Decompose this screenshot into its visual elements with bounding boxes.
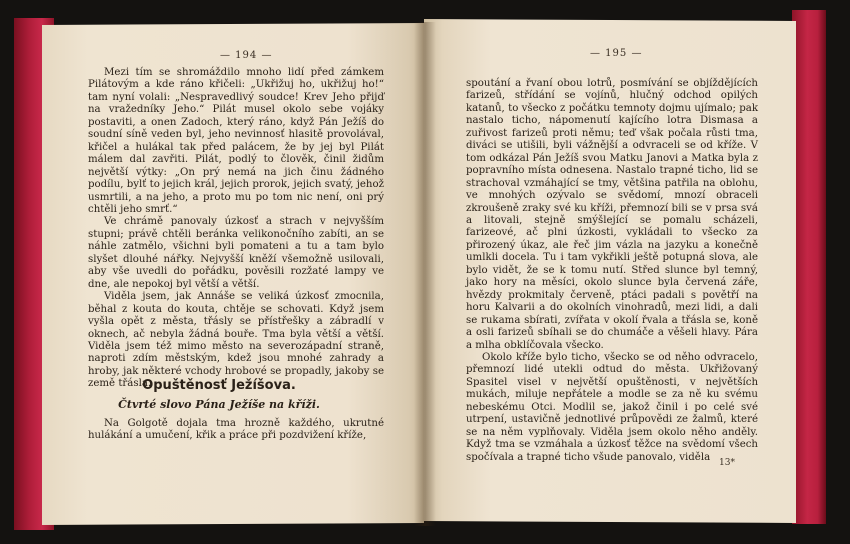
left-paragraph-2: Ve chrámě panovaly úzkosť a strach v nejvyšším stupni; právě chtěli beránka velikonočního zabíti, an se náhle zatmělo, všichni byli pomateni a tu a tam bylo slyšet dlouhé nářky. Nejvyšší kněží všemožně usilovali, aby vše uvedli do pořádku, pověsili rozžaté lampy ve dne, ale nepokoj byl větší a větší. [88, 216, 384, 290]
right-continuation-paragraph: spoutání a řvaní obou lotrů, posmívání se objíždějících farizeů, střídání se vojínů, hlučný odchod opilých katanů, to všecko z počátku temnoty dojmu ujímalo; pak nastalo ticho, nápomenutí kajícího lotra Dismasa a zuřivost farizeů proti němu; teď však počala růsti tma, diváci se utišili, byli vážnější a odvraceli se od kříže. V tom odkázal Pán Ježíš svou Matku Janovi a Matka byla z popravního místa odnesena. Nastalo trapné ticho, lid se strachoval vzmáhající se tmy, většina patřila na oblohu, ve mnohých ozývalo se svědomí, mnozí obraceli zkroušeně zraky své ku kříži, přemnozí bili se v prsa svá a litovali, stejně smýšlející se pomalu scházeli, farizeové, ač plni úzkosti, vykládali to všecko za přirozený úkaz, ale řeč jim vázla na jazyku a konečně umlkli docela. Tu i tam vykřikli ještě potupná slova, ale bylo vidět, že se k tomu nutí. Střed slunce byl temný, jako hory na měsíci, okolo slunce byla červená záře, hvězdy prokmitaly červeně, ptáci padali s povětří na horu Kalvarii a do okolních vinohradů, mezi lidi, a dali se rukama sbírati, zvířata v okolí řvala a třásla se, koně a osli farizeů sbíhali se do chumáče a věšeli hlavy. Pára a mlha obklíčovala všecko. [466, 78, 758, 351]
book-gutter [414, 22, 436, 526]
section-subtitle: Čtvrté slovo Pána Ježíše na kříži. [118, 398, 320, 411]
left-page-number: — 194 — [220, 50, 273, 61]
left-page-body [88, 67, 384, 391]
left-final-paragraph: Na Golgotě dojala tma hrozně každého, ukrutné hulákání a umučení, křik a práce při pozdvižení kříže, [88, 418, 384, 442]
book-cover-right-edge [792, 10, 826, 524]
section-title: Opuštěnosť Ježíšova. [142, 378, 296, 393]
left-paragraph-1: Mezi tím se shromáždilo mnoho lidí před zámkem Pilátovým a kde ráno křičeli: „Ukřižuj ho, ukřižuj ho!“ tam nyní volali: „Nespravedlivý soudce! Krev Jeho přijď na vražedníky Jeho.“ Pilát musel okolo sebe vojáky postaviti, a onen Zadoch, který ráno, když Pán Ježíš do soudní síně veden byl, jeho nevinnosť hlasitě provolával, křičel a hulákal tak před palácem, že by jej byl Pilát málem dal zavřiti. Pilát, podlý to člověk, činil židům největší výtky: „On prý nemá na jich činu žádného podílu, bylť to jejich král, jejich prorok, jejich svatý, jehož usmrtili, a na jeho, a proto mu po tom nic není, oni prý chtěli jeho smrť.“ [88, 67, 384, 215]
right-page-body [466, 78, 758, 464]
left-paragraph-3: Viděla jsem, jak Annáše se veliká úzkosť zmocnila, běhal z kouta do kouta, chtěje se schovati. Když jsem vyšla opět z města, třásly se přístřešky a zábradlí v oknech, ač nebyla žádná bouře. Tma byla větší a větší. Viděla jsem též mimo město na severozápadní straně, naproti zdím městským, kdež jsou mnohé zahrady a hroby, jak některé vchody hrobové se propadly, jakoby se země třásla. [88, 291, 384, 390]
right-paragraph: Okolo kříže bylo ticho, všecko se od něho odvracelo, přemnozí lidé utekli odtud do města. Ukřižovaný Spasitel visel v největší opuštěnosti, v největších mukách, miluje nepřátele a modle se za ně ku svému nebeskému Otci. Modlil se, jakož činil i po celé své utrpení, ustavičně jednotlivé průpovědi ze žalmů, které se na něm vyplňovaly. Viděla jsem okolo něho anděly. Když tma se vzmáhala a úzkosť těžce na svědomí všech spočívala a trapné ticho všude panovalo, viděla [466, 351, 758, 463]
left-page-final-text [88, 418, 384, 443]
right-page-number: — 195 — [590, 48, 643, 59]
signature-mark: 13* [719, 458, 735, 468]
